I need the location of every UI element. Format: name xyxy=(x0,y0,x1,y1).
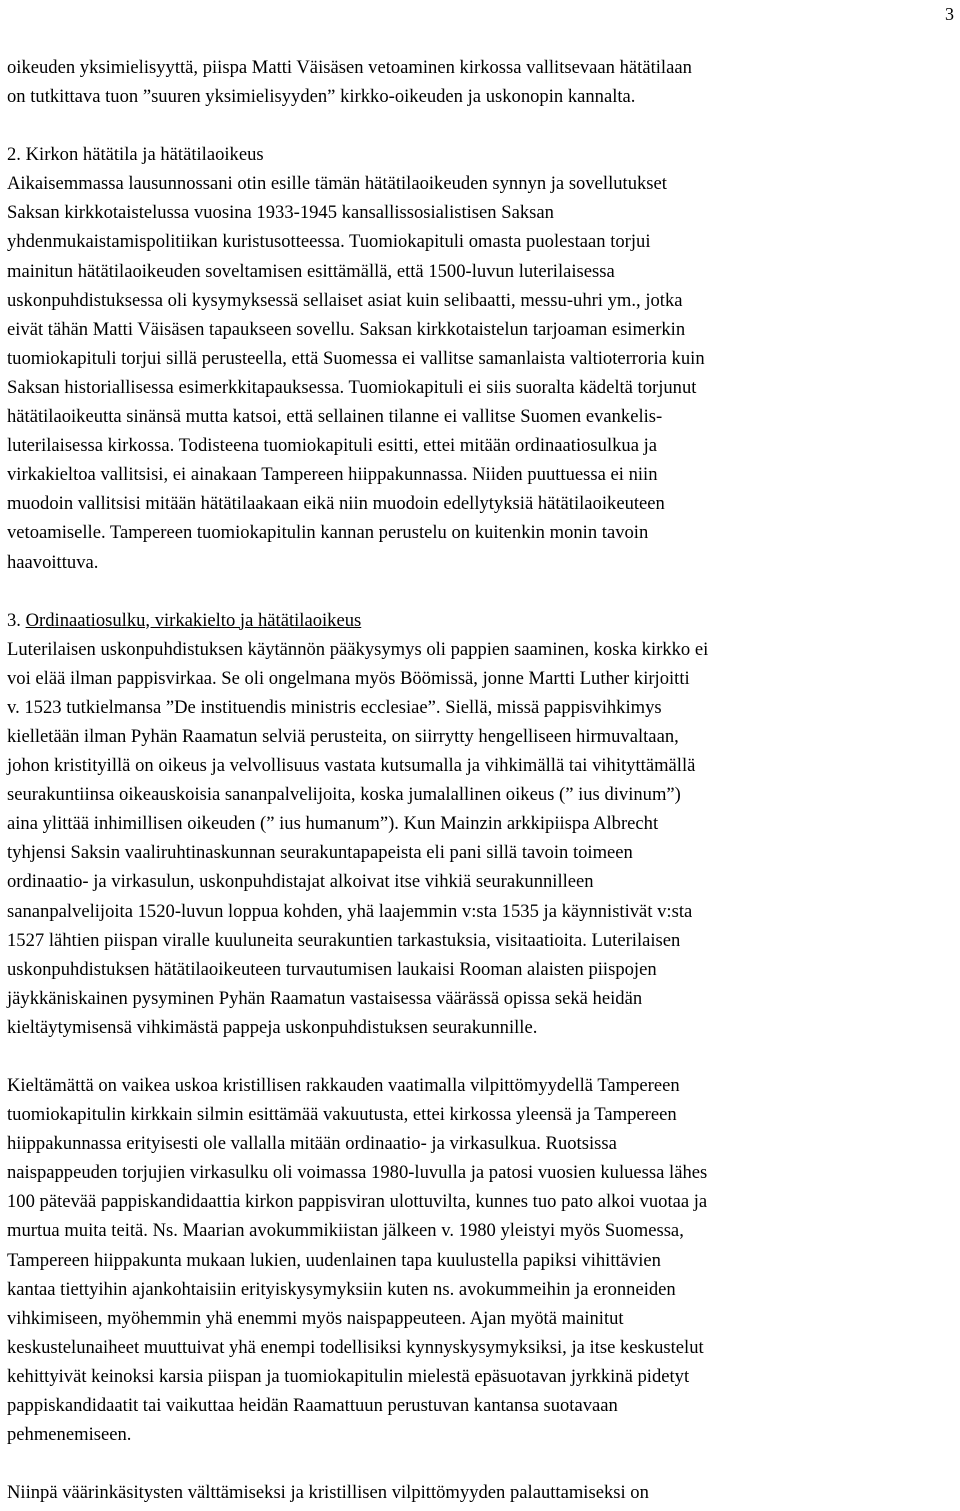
text-line: Saksan historiallisessa esimerkkitapauksessa. Tuomiokapituli ei siis suoralta kädeltä torjunut xyxy=(7,376,697,398)
section-heading: 2. Kirkon hätätila ja hätätilaoikeus xyxy=(7,144,264,166)
text-line: murtua muita teitä. Ns. Maarian avokummikiistan jälkeen v. 1980 yleistyi myös Suomessa, xyxy=(7,1220,684,1242)
text-line: jäykkäniskainen pysyminen Pyhän Raamatun vastaisessa väärässä opissa sekä heidän xyxy=(7,987,643,1009)
text-line: johon kristityillä on oikeus ja velvollisuus vastata kutsumalla ja vihkimällä tai vihityttämällä xyxy=(7,755,696,777)
section-number: 3. xyxy=(7,609,21,631)
text-line: naispappeuden torjujien virkasulku oli voimassa 1980-luvulla ja patosi vuosien kuluessa lähes xyxy=(7,1162,708,1184)
paragraph-niinpa xyxy=(7,1478,957,1507)
text-line: mainitun hätätilaoikeuden soveltamisen esittämällä, että 1500-luvun luterilaisessa xyxy=(7,260,615,282)
text-line: muodoin vallitsisi mitään hätätilaakaan eikä niin muodoin edellytyksiä hätätilaoikeuteen xyxy=(7,493,665,515)
paragraph-intro xyxy=(7,53,957,111)
text-line: Luterilaisen uskonpuhdistuksen käytännön pääkysymys oli pappien saaminen, koska kirkko ei xyxy=(7,638,709,660)
text-line: seurakuntiinsa oikeauskoisia sananpalvelijoita, koska jumalallinen oikeus (” ius divinum”) xyxy=(7,784,681,806)
text-line: oikeuden yksimielisyyttä, piispa Matti Väisäsen vetoaminen kirkossa vallitsevaan hätätilaan xyxy=(7,57,692,78)
text-line: virkakieltoa vallitsisi, ei ainakaan Tampereen hiippakunnassa. Niiden puuttuessa ei niin xyxy=(7,464,658,486)
text-line: kielletään ilman Pyhän Raamatun selviä perusteita, on siirrytty hengelliseen hirmuvaltaan, xyxy=(7,725,679,747)
text-line: hiippakunnassa erityisesti ole vallalla mitään ordinaatio- ja virkasulkua. Ruotsissa xyxy=(7,1133,617,1155)
text-line: vetoamiselle. Tampereen tuomiokapitulin kannan perustelu on kuitenkin monin tavoin xyxy=(7,522,649,544)
text-line: luterilaisessa kirkossa. Todisteena tuomiokapituli esitti, ettei mitään ordinaatiosulkua ja xyxy=(7,435,658,457)
text-line: on tutkittava tuon ”suuren yksimielisyyden” kirkko-oikeuden ja uskonopin kannalta. xyxy=(7,86,636,108)
text-line: v. 1523 tutkielmansa ”De instituendis ministris ecclesiae”. Siellä, missä pappisvihkimys xyxy=(7,696,662,718)
text-line: Tampereen hiippakunta mukaan lukien, uudenlainen tapa kuulustella papiksi vihittävien xyxy=(7,1249,661,1271)
text-line: kieltäytymisensä vihkimästä pappeja uskonpuhdistuksen seurakunnille. xyxy=(7,1016,538,1038)
text-line: tuomiokapitulin kirkkain silmin esittämää vakuutusta, ettei kirkossa yleensä ja Tampereen xyxy=(7,1104,677,1126)
paragraph-gap xyxy=(7,111,957,140)
text-line: 1527 lähtien piispan viralle kuuluneita seurakuntien tarkastuksia, visitaatioita. Luterilaisen xyxy=(7,929,681,951)
text-line: vihkimiseen, myöhemmin yhä enemmi myös naispappeuteen. Ajan myötä mainitut xyxy=(7,1307,624,1329)
text-line: aina ylittää inhimillisen oikeuden (” ius humanum”). Kun Mainzin arkkipiispa Albrecht xyxy=(7,813,659,835)
paragraph-gap xyxy=(7,1042,957,1071)
text-line: tyhjensi Saksin vaaliruhtinaskunnan seurakuntapapeista eli pani sillä tavoin toimeen xyxy=(7,842,633,864)
text-line: yhdenmukaistamispolitiikan kuristusotteessa. Tuomiokapituli omasta puolestaan torjui xyxy=(7,231,651,253)
text-line: eivät tähän Matti Väisäsen tapaukseen sovellu. Saksan kirkkotaistelun tarjoaman esimerkin xyxy=(7,318,686,340)
text-line: haavoittuva. xyxy=(7,551,99,573)
text-line: Saksan kirkkotaistelussa vuosina 1933-1945 kansallissosialistisen Saksan xyxy=(7,202,554,224)
paragraph-gap xyxy=(7,1449,957,1478)
text-line: pehmenemiseen. xyxy=(7,1424,132,1446)
text-line: Aikaisemmassa lausunnossani otin esille tämän hätätilaoikeuden synnyn ja sovellutukset xyxy=(7,173,667,195)
text-line: kehittyivät keinoksi karsia piispan ja tuomiokapitulin mielestä epäsuotavan jyrkkinä pidetyt xyxy=(7,1365,690,1387)
text-line: voi elää ilman pappisvirkaa. Se oli ongelmana myös Böömissä, jonne Martti Luther kirjoitti xyxy=(7,667,690,689)
section-2 xyxy=(7,140,957,576)
section-heading xyxy=(7,606,957,635)
text-line: ordinaatio- ja virkasulun, uskonpuhdistajat alkoivat itse vihkiä seurakunnilleen xyxy=(7,871,594,893)
section-3 xyxy=(7,606,957,1042)
text-line: Kieltämättä on vaikea uskoa kristillisen rakkauden vaatimalla vilpittömyydellä Tampereen xyxy=(7,1075,680,1096)
paragraph-kieltamatta xyxy=(7,1071,957,1449)
text-line: Niinpä väärinkäsitysten välttämiseksi ja kristillisen vilpittömyyden palauttamiseksi on xyxy=(7,1482,649,1504)
section-title: Ordinaatiosulku, virkakielto ja hätätilaoikeus xyxy=(25,609,362,631)
text-line: 100 pätevää pappiskandidaattia kirkon pappisviran ulottuvilta, kunnes tuo pato alkoi vuotaa ja xyxy=(7,1191,708,1213)
text-line: tuomiokapituli torjui sillä perusteella, että Suomessa ei vallitse samanlaista valtioterroria kuin xyxy=(7,347,705,369)
text-line: hätätilaoikeutta sinänsä mutta katsoi, että sellainen tilanne ei vallitse Suomen evankelis- xyxy=(7,406,663,428)
text-line: uskonpuhdistuksessa oli kysymyksessä sellaiset asiat kuin selibaatti, messu-uhri ym., jotka xyxy=(7,289,683,311)
text-line: pappiskandidaatit tai vaikuttaa heidän Raamattuun perustuvan kantansa suotavaan xyxy=(7,1395,618,1417)
document-body xyxy=(7,53,957,1507)
text-line: uskonpuhdistuksen hätätilaoikeuteen turvautumisen laukaisi Rooman alaisten piispojen xyxy=(7,958,657,980)
page-number: 3 xyxy=(945,4,954,24)
paragraph-gap xyxy=(7,577,957,606)
text-line: keskustelunaiheet muuttuivat yhä enempi todellisiksi kynnyskysymyksiksi, ja itse keskustelut xyxy=(7,1336,704,1358)
text-line: kantaa tiettyihin ajankohtaisiin erityiskysymyksiin kuten ns. avokummeihin ja eronneiden xyxy=(7,1278,676,1300)
text-line: sananpalvelijoita 1520-luvun loppua kohden, yhä laajemmin v:sta 1535 ja käynnistivät v:sta xyxy=(7,900,693,922)
